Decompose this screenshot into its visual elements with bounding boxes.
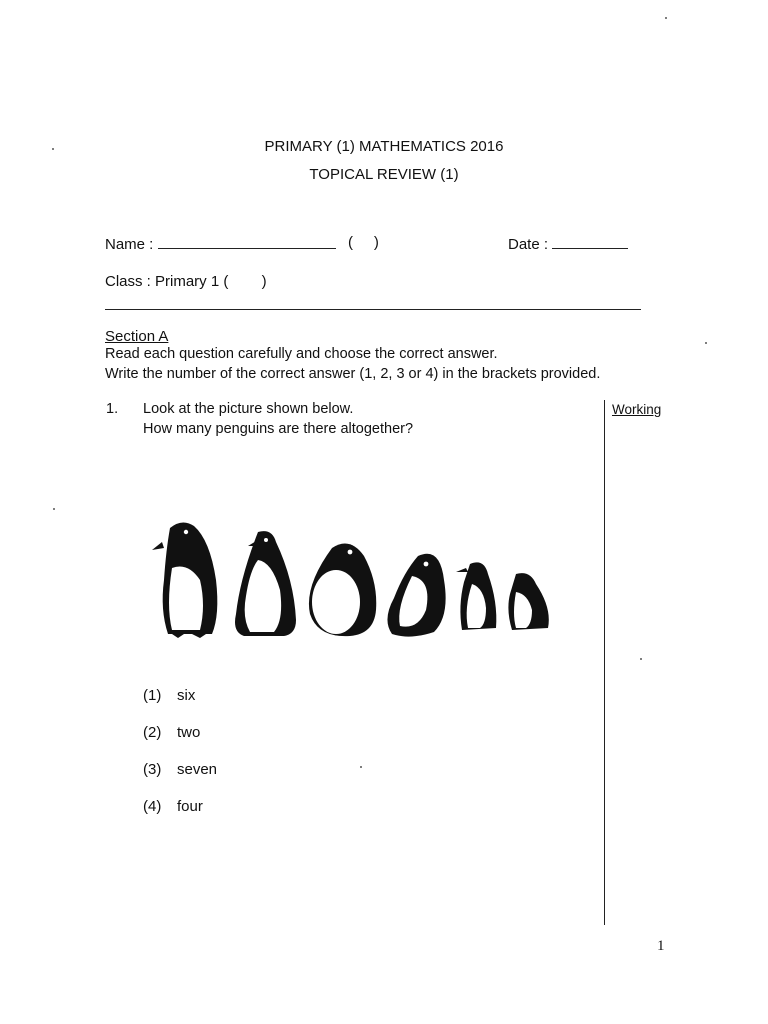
penguin-icon [456,562,496,630]
option-number: (3) [143,761,162,778]
option-text: six [177,687,196,704]
option-text: four [177,798,203,815]
name-label: Name : [105,236,154,253]
scan-speck [53,508,55,510]
page-subtitle: TOPICAL REVIEW (1) [309,166,459,183]
option-text: seven [177,761,218,778]
option-2[interactable] [143,724,200,741]
date-field-row [508,234,628,253]
penguins-illustration [150,510,560,650]
scan-speck [360,766,362,768]
option-text: two [177,724,201,741]
name-field-row [105,234,336,253]
question-number: 1. [106,401,119,417]
name-field[interactable] [158,234,336,249]
penguin-icon [235,531,296,636]
instruction-line-1: Read each question carefully and choose the correct answer. [105,346,498,362]
option-number: (4) [143,798,162,815]
question-line-1: Look at the picture shown below. [143,401,354,417]
section-title: Section A [105,328,169,345]
option-4[interactable] [143,798,203,815]
class-field[interactable]: Class : Primary 1 ( ) [105,273,267,290]
scan-speck [52,148,54,150]
option-number: (2) [143,724,162,741]
page-title: PRIMARY (1) MATHEMATICS 2016 [264,138,504,155]
penguin-icon [152,522,217,638]
question-line-2: How many penguins are there altogether? [143,421,414,437]
scan-speck [640,658,642,660]
page-number: 1 [657,938,665,954]
penguin-icon [508,573,548,630]
date-field[interactable] [552,234,628,249]
instruction-line-2: Write the number of the correct answer (1, 2, 3 or 4) in the brackets provided. [105,366,601,382]
option-3[interactable] [143,761,217,778]
option-number: (1) [143,687,162,704]
index-number-bracket[interactable]: ( ) [348,234,379,251]
penguin-icon [387,554,445,637]
divider [105,309,641,310]
scan-speck [665,17,667,19]
date-label: Date : [508,236,549,253]
scan-speck [705,342,707,344]
penguin-icon [309,544,376,637]
working-label: Working [612,402,662,417]
working-column-divider [604,400,605,925]
option-1[interactable] [143,687,195,704]
